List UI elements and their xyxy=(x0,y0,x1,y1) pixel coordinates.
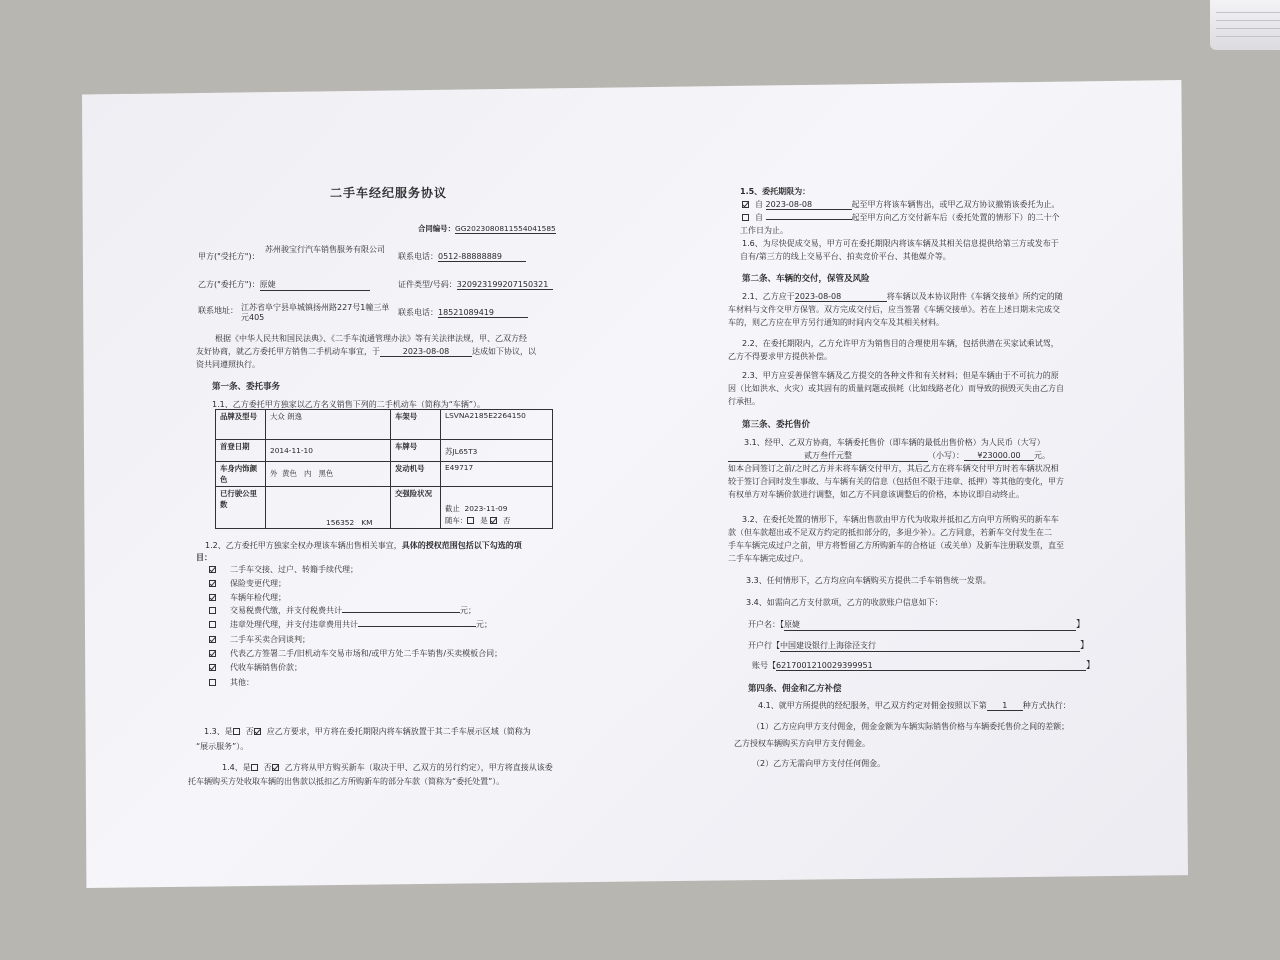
price-upper: 贰万叁仟元整 xyxy=(728,450,928,462)
commission-option-1-b: 乙方授权车辆购买方向甲方支付佣金。 xyxy=(734,739,870,748)
option-label: 违章处理代理，并支付违章费用共计 xyxy=(230,620,358,629)
authorization-option xyxy=(209,578,286,589)
option-checkbox xyxy=(209,679,216,686)
clause-2-1-a: 2.1、乙方应于2023-08-08 将车辆以及本协议附件《车辆交接单》所约定的随 xyxy=(742,292,1063,301)
option-label: 代收车辆销售价款； xyxy=(230,663,302,672)
clause-3-1-price: 贰万叁仟元整 （小写）： ¥23000.00 元。 xyxy=(728,450,1050,462)
price-small: ¥23000.00 xyxy=(964,451,1034,461)
account-name-row: 开户名：【原婕 】 xyxy=(748,620,1086,630)
vehicle-info-table: 品牌及型号 大众 朗逸 车架号 LSVNA2185E2264150 首登日期 2014-11-10 车牌号 苏JL65T3 车身内饰颜色 外 黄色 内 黑色 发动机号 E49717 已行驶公里数 156352 KM 交强险状况 截止 2023-11-09 随车： 是 否 xyxy=(215,409,553,529)
clause-2-2-b: 乙方不得要求甲方提供补偿。 xyxy=(728,352,832,361)
contract-no: GG2023080811554041585 xyxy=(454,224,556,233)
option-tail: 元； xyxy=(460,606,476,615)
party-b-row: 乙方("委托方")：原婕 xyxy=(198,279,370,291)
clause-3-1-b: 如本合同签订之前/之时乙方并未将车辆交付甲方，其后乙方在将车辆交付甲方时若车辆状况相 xyxy=(728,464,1059,473)
commission-option-1-a: （1）乙方应向甲方支付佣金，佣金金额为车辆实际销售价格与车辆委托售价之间的差额； xyxy=(752,722,1070,731)
clause-3-2-b: 款（但车款超出或不足双方约定的抵扣部分的，多退少补）。乙方同意，若新车交付发生在二 xyxy=(728,528,1052,537)
party-a-row: 甲方("受托方")： xyxy=(198,252,260,261)
clause-1-6-a: 1.6、为尽快促成交易，甲方可在委托期限内将该车辆及其相关信息提供给第三方或发布于 xyxy=(742,239,1059,248)
authorization-option xyxy=(209,564,358,575)
authorization-option xyxy=(209,648,502,659)
brand-value: 大众 朗逸 xyxy=(266,410,391,440)
term-option-a: 自 2023-08-08 起至甲方将该车辆售出，或甲乙双方协议撤销该委托为止。 xyxy=(742,199,1060,210)
clause-3-3: 3.3、任何情形下，乙方均应向车辆购买方提供二手车销售统一发票。 xyxy=(746,576,991,585)
address-label: 联系地址： xyxy=(198,306,238,315)
option-label: 交易税费代缴，并支付税费共计 xyxy=(230,606,342,615)
clause-3-2-a: 3.2、在委托处置的情形下，车辆出售款由甲方代为收取并抵扣乙方向甲方所购买的新车车 xyxy=(742,515,1059,524)
clause-4-1: 4.1、就甲方所提供的经纪服务，甲乙双方约定对佣金按照以下第 1 种方式执行： xyxy=(758,701,1071,710)
account-no: 6217001210029399951 xyxy=(776,661,1086,671)
option-checkbox xyxy=(209,594,216,601)
clause-1-3: 1.3、是 否 应乙方要求，甲方将在委托期限内将车辆放置于其二手车展示区域（简称为 xyxy=(204,727,531,736)
vin-value: LSVNA2185E2264150 xyxy=(441,410,553,440)
clause-1-5-title: 1.5、委托期限为： xyxy=(740,187,811,196)
clause-3-2-c: 手车车辆完成过户之前，甲方将暂留乙方所购新车的合格证（或关单）及新车注册联发票，直至 xyxy=(728,541,1064,550)
option-checkbox xyxy=(209,636,216,643)
authorization-option xyxy=(209,592,286,603)
option-label: 二手车交接、过户、转籍手续代理； xyxy=(230,565,358,574)
clause-2-2-a: 2.2、在委托期限内，乙方允许甲方为销售目的合理使用车辆，包括供潜在买家试乘试驾， xyxy=(742,339,1059,348)
authorization-option xyxy=(209,662,302,673)
clause-1-3-end: “展示服务”）。 xyxy=(196,742,249,751)
account-no-row: 账号【6217001210029399951 】 xyxy=(752,661,1096,671)
option-checkbox xyxy=(209,607,216,614)
party-b-phone-row: 联系电话：18521089419 xyxy=(398,307,528,318)
preamble-line-2: 友好协商，就乙方委托甲方销售二手机动车事宜，于 2023-08-08 达成如下协议，以 xyxy=(196,347,536,356)
term-option-b: 自 起至甲方向乙方交付新车后（委托处置的情形下）的二十个 xyxy=(742,212,1060,223)
option-checkbox xyxy=(209,650,216,657)
clause-3-1-a: 3.1、经甲、乙双方协商，车辆委托售价（即车辆的最低出售价格）为人民币（大写） xyxy=(744,438,1045,447)
party-b-address: 江苏省阜宁县阜城镇扬州路227号1幢三单元405 xyxy=(241,303,390,322)
paper-stack-corner xyxy=(1210,0,1280,50)
account-bank: 中国建设银行上海徐泾支行 xyxy=(780,640,1080,652)
option-label: 二手车买卖合同谈判； xyxy=(230,635,310,644)
clause-2-1-b: 车材料与文件交甲方保管。双方完成交付后，应当签署《车辆交接单》。若在上述日期未完成交 xyxy=(728,305,1060,314)
clause-3-1-c: 较于签订合同时发生事故、与车辆有关的信息（包括但不限于违章、抵押）等其他的变化，甲方 xyxy=(728,477,1064,486)
contract-no-row: 合同编号：GG2023080811554041585 xyxy=(418,224,556,233)
authorization-option xyxy=(209,677,254,688)
section-1-title: 第一条、委托事务 xyxy=(212,382,281,392)
clause-1-1: 1.1、乙方委托甲方独家以乙方名义销售下列的二手机动车（简称为“车辆”）。 xyxy=(212,400,486,409)
party-b-id-row: 证件类型/号码：320923199207150321 xyxy=(398,279,553,290)
color-value: 外 黄色 内 黑色 xyxy=(266,462,391,487)
clause-3-2-d: 二手车车辆完成过户。 xyxy=(728,554,808,563)
party-a-phone-row: 联系电话：0512-88888889 xyxy=(398,251,526,262)
section-4-title: 第四条、佣金和乙方补偿 xyxy=(748,684,842,694)
reg-date-value: 2014-11-10 xyxy=(266,440,391,462)
option-label: 保险变更代理； xyxy=(230,579,286,588)
clause-2-3-b: 因（比如洪水、火灾）或其固有的质量问题或损耗（比如线路老化）而导致的损毁灭失由乙方自 xyxy=(728,384,1064,393)
authorization-option xyxy=(209,605,476,616)
clause-2-3-a: 2.3、甲方应妥善保管车辆及乙方提交的各种文件和有关材料；但是车辆由于不可抗力的原 xyxy=(742,371,1059,380)
clause-1-4-end: 托车辆购买方处收取车辆的出售款以抵扣乙方所购新车的部分车款（简称为“委托处置”）。 xyxy=(188,777,505,786)
account-name: 原婕 xyxy=(784,619,1076,631)
plate-value: 苏JL65T3 xyxy=(441,440,553,462)
clause-1-2-end: 目： xyxy=(196,553,212,562)
engine-value: E49717 xyxy=(441,462,553,487)
preamble-line-1: 根据《中华人民共和国民法典》、《二手车流通管理办法》等有关法律法规，甲、乙双方经 xyxy=(215,334,527,343)
clause-3-1-d: 有权单方对车辆价款进行调整，如乙方不同意该调整后的价格，本协议即自动终止。 xyxy=(728,490,1024,499)
section-2-title: 第二条、车辆的交付，保管及风险 xyxy=(742,274,870,284)
clause-1-4: 1.4、是 否 乙方将从甲方购买新车（取决于甲、乙双方的另行约定），甲方将直接从该委 xyxy=(222,763,553,772)
option-blank xyxy=(358,626,476,627)
option-label: 车辆年检代理； xyxy=(230,593,286,602)
option-checkbox xyxy=(209,580,216,587)
option-blank xyxy=(342,612,460,613)
option-label: 代表乙方签署二手/旧机动车交易市场和/或甲方处二手车销售/买卖模板合同； xyxy=(230,649,503,658)
commission-option-2: （2）乙方无需向甲方支付任何佣金。 xyxy=(752,759,886,768)
clause-2-1-c: 车的，则乙方应在甲方另行通知的时间内交车及其相关材料。 xyxy=(728,318,944,327)
party-a-name: 苏州骏宝行汽车销售服务有限公司 xyxy=(265,245,385,254)
option-checkbox xyxy=(209,566,216,573)
section-3-title: 第三条、委托售价 xyxy=(742,420,811,430)
mileage-value: 156352 KM xyxy=(266,487,391,529)
option-checkbox xyxy=(209,621,216,628)
option-label: 其他： xyxy=(230,678,254,687)
clause-1-2: 1.2、乙方委托甲方独家全权办理该车辆出售相关事宜，具体的授权范围包括以下勾选的项 xyxy=(205,541,522,550)
clause-1-6-b: 自有/第三方的线上交易平台、拍卖竞价平台、其他媒介等。 xyxy=(740,252,951,261)
clause-3-4: 3.4、如需向乙方支付款项，乙方的收款账户信息如下： xyxy=(746,598,943,607)
document-title: 二手车经纪服务协议 xyxy=(330,186,448,200)
term-end: 工作日为止。 xyxy=(740,226,788,235)
authorization-option xyxy=(209,634,310,645)
insurance-value: 截止 2023-11-09 随车： 是 否 xyxy=(441,487,553,529)
account-bank-row: 开户行【中国建设银行上海徐泾支行 】 xyxy=(748,641,1090,651)
clause-2-3-c: 行承担。 xyxy=(728,397,760,406)
preamble-line-3: 资共同遵照执行。 xyxy=(196,360,260,369)
option-tail: 元； xyxy=(476,620,492,629)
option-checkbox xyxy=(209,664,216,671)
authorization-option xyxy=(209,619,492,630)
